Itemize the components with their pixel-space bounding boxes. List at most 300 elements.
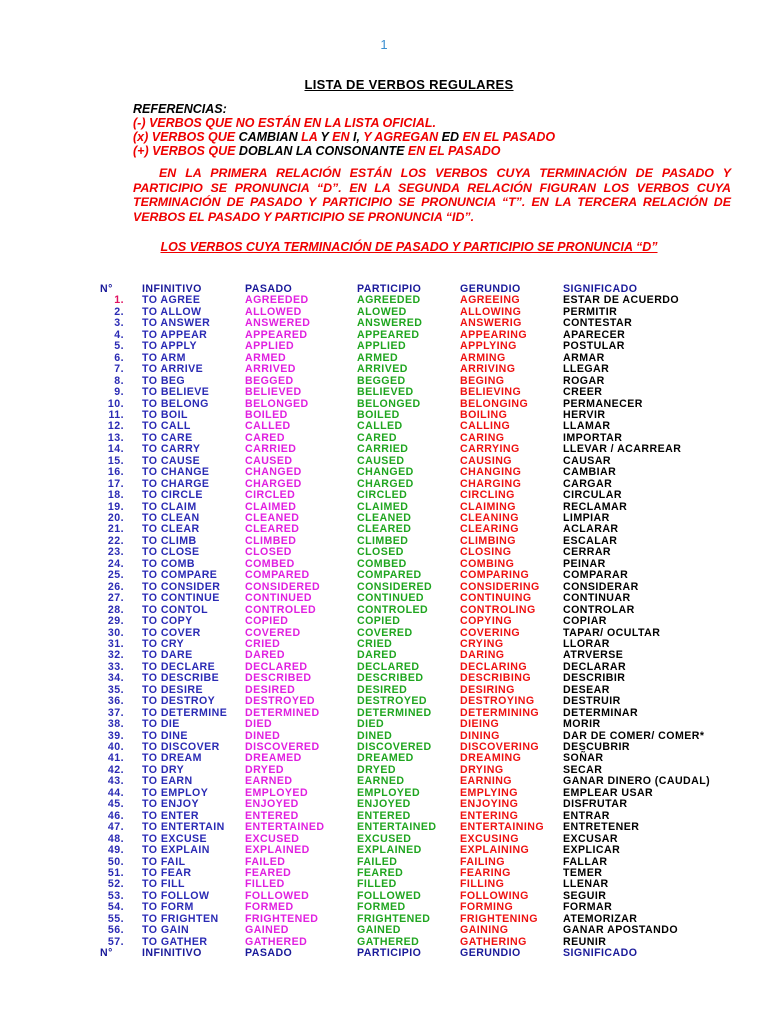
row-infinitivo: TO FOLLOW [142,889,210,902]
row-participio: CHANGED [357,466,414,479]
row-gerundio: FILLING [460,878,505,891]
row-pasado: AGREEDED [245,294,309,307]
row-pasado: ANSWERED [245,317,311,330]
row-pasado: GATHERED [245,935,308,948]
row-significado: TEMER [563,866,603,879]
row-number: 24. [107,557,124,570]
row-participio: CRIED [357,637,393,650]
table-row [0,867,768,879]
row-gerundio: ARRIVING [460,363,516,376]
table-row [0,489,768,501]
row-participio: COVERED [357,626,413,639]
row-gerundio: FORMING [460,901,514,914]
row-significado: DAR DE COMER/ COMER* [563,729,705,742]
row-participio: DREAMED [357,752,414,765]
row-gerundio: COMPARING [460,569,530,582]
row-infinitivo: TO FAIL [142,855,186,868]
row-significado: RECLAMAR [563,500,628,513]
table-row [0,627,768,639]
row-gerundio: COMBING [460,557,515,570]
row-significado: DESEAR [563,683,610,696]
row-pasado: COMPARED [245,569,310,582]
row-gerundio: EMPLYING [460,786,518,799]
row-participio: BEGGED [357,374,406,387]
row-pasado: DREAMED [245,752,302,765]
table-row [0,833,768,845]
table-row [0,878,768,890]
ref3-part-a: (+) VERBOS QUE [133,144,239,158]
row-significado: ENTRETENER [563,821,640,834]
row-infinitivo: TO EXCUSE [142,832,208,845]
row-significado: ARMAR [563,351,605,364]
row-infinitivo: TO CHARGE [142,477,210,490]
row-significado: SOÑAR [563,752,604,765]
row-gerundio: ALLOWING [460,305,522,318]
row-significado: CARGAR [563,477,613,490]
row-significado: ATEMORIZAR [563,912,638,925]
row-pasado: ARRIVED [245,363,296,376]
row-participio: COPIED [357,615,401,628]
table-row [0,352,768,364]
table-row [0,775,768,787]
row-gerundio: GATHERING [460,935,527,948]
row-pasado: DESIRED [245,683,296,696]
row-significado: EXCUSAR [563,832,618,845]
row-number: 17. [107,477,124,490]
table-row [0,317,768,329]
row-infinitivo: TO COMB [142,557,195,570]
row-infinitivo: TO DESCRIBE [142,672,220,685]
row-infinitivo: TO CLEAR [142,523,200,536]
row-gerundio: CHARGING [460,477,522,490]
row-number: 43. [107,775,124,788]
row-significado: EMPLEAR USAR [563,786,654,799]
row-number: 57. [107,935,124,948]
row-pasado: APPLIED [245,340,295,353]
row-gerundio: CLEANING [460,512,519,524]
table-row [0,443,768,455]
page-number: 1 [380,37,388,52]
row-significado: DECLARAR [563,660,627,673]
row-number: 25. [107,569,124,582]
row-number: 12. [107,420,124,433]
row-pasado: CRIED [245,637,281,650]
row-significado: REUNIR [563,935,607,948]
table-row [0,730,768,742]
row-participio: COMPARED [357,569,422,582]
row-gerundio: ARMING [460,351,506,364]
row-pasado: CLAIMED [245,500,297,513]
row-infinitivo: TO CALL [142,420,191,433]
row-infinitivo: TO CLEAN [142,512,200,524]
row-participio: FILLED [357,878,397,891]
ref2-part-h: Y AGREGAN [363,130,439,144]
row-pasado: CLOSED [245,546,292,559]
row-participio: GAINED [357,924,401,937]
row-infinitivo: TO FRIGHTEN [142,912,219,925]
row-number: 16. [107,466,124,479]
row-pasado: EXCUSED [245,832,300,845]
row-infinitivo: TO FEAR [142,866,192,879]
table-row [0,787,768,799]
row-significado: DESCUBRIR [563,741,631,753]
row-gerundio: FOLLOWING [460,889,529,902]
row-infinitivo: TO FORM [142,901,194,914]
table-row [0,523,768,535]
row-significado: APARECER [563,328,626,341]
row-pasado: DETERMINED [245,706,320,719]
row-participio: BELONGED [357,397,421,410]
table-row [0,615,768,627]
row-participio: CALLED [357,420,403,433]
table-row [0,741,768,753]
row-infinitivo: TO GATHER [142,935,208,948]
row-pasado: FOLLOWED [245,889,310,902]
row-infinitivo: TO CARRY [142,443,201,456]
table-header-bottom [0,947,768,959]
row-significado: SEGUIR [563,889,607,902]
row-gerundio: ANSWERIG [460,317,522,330]
row-number: 50. [107,855,124,868]
row-significado: LLEGAR [563,363,610,376]
row-infinitivo: TO ANSWER [142,317,211,330]
row-infinitivo: TO CONTOL [142,603,209,616]
row-infinitivo: TO COPY [142,615,193,628]
row-participio: FORMED [357,901,406,914]
row-number: 42. [107,763,124,776]
row-participio: COMBED [357,557,407,570]
row-number: 31. [107,637,124,650]
row-infinitivo: TO BELIEVE [142,386,210,399]
table-row [0,581,768,593]
row-gerundio: EXCUSING [460,832,519,845]
row-infinitivo: TO DESIRE [142,683,203,696]
row-gerundio: CRYING [460,637,504,650]
row-gerundio: CARING [460,431,505,444]
table-row [0,398,768,410]
row-pasado: FRIGHTENED [245,912,319,925]
row-number: 8. [114,374,124,387]
row-number: 28. [107,603,124,616]
row-gerundio: CAUSING [460,454,513,467]
row-number: 22. [107,534,124,547]
row-participio: CLEANED [357,512,412,524]
row-significado: FORMAR [563,901,613,914]
row-significado: LIMPIAR [563,512,610,524]
row-participio: CONSIDERED [357,580,433,593]
row-significado: ATRVERSE [563,649,624,662]
row-pasado: ENJOYED [245,798,299,811]
table-row [0,901,768,913]
row-pasado: EARNED [245,775,293,788]
header-infinitivo: INFINITIVO [142,283,202,295]
table-row [0,890,768,902]
row-pasado: CARED [245,431,285,444]
row-significado: IMPORTAR [563,431,623,444]
table-row [0,752,768,764]
row-participio: FOLLOWED [357,889,422,902]
row-significado: PERMANECER [563,397,643,410]
row-infinitivo: TO DETERMINE [142,706,228,719]
row-pasado: DRYED [245,763,284,776]
row-gerundio: DECLARING [460,660,528,673]
row-infinitivo: TO CAUSE [142,454,201,467]
row-pasado: DISCOVERED [245,741,320,753]
row-number: 46. [107,809,124,822]
row-infinitivo: TO BELONG [142,397,209,410]
row-participio: EMPLOYED [357,786,421,799]
row-number: 14. [107,443,124,456]
table-row [0,672,768,684]
row-infinitivo: TO CLOSE [142,546,200,559]
table-row [0,455,768,467]
row-number: 21. [107,523,124,536]
row-gerundio: CALLING [460,420,511,433]
row-infinitivo: TO GAIN [142,924,190,937]
row-participio: FEARED [357,866,404,879]
table-row [0,661,768,673]
table-row [0,821,768,833]
row-participio: DINED [357,729,393,742]
row-participio: DECLARED [357,660,420,673]
row-infinitivo: TO DISCOVER [142,741,220,753]
row-significado: DESTRUIR [563,695,621,708]
row-gerundio: COVERING [460,626,521,639]
table-row [0,936,768,948]
row-pasado: ENTERTAINED [245,821,325,834]
row-gerundio: CHANGING [460,466,522,479]
table-row [0,535,768,547]
table-row [0,604,768,616]
row-infinitivo: TO CARE [142,431,193,444]
row-gerundio: FEARING [460,866,511,879]
row-participio: ENTERTAINED [357,821,437,834]
row-number: 38. [107,718,124,731]
row-gerundio: DRYING [460,763,504,776]
row-infinitivo: TO FILL [142,878,185,891]
row-participio: DESIRED [357,683,408,696]
row-participio: CIRCLED [357,489,408,502]
row-gerundio: CLOSING [460,546,512,559]
row-significado: ROGAR [563,374,605,387]
row-participio: ANSWERED [357,317,423,330]
row-number: 11. [108,408,124,421]
row-pasado: CARRIED [245,443,297,456]
references [133,102,555,158]
row-pasado: COPIED [245,615,289,628]
row-pasado: BEGGED [245,374,294,387]
ref2-part-a: (x) VERBOS QUE [133,130,239,144]
row-number: 39. [107,729,124,742]
row-number: 32. [107,649,124,662]
row-pasado: CLIMBED [245,534,297,547]
references-heading: REFERENCIAS: [133,102,227,116]
table-row [0,329,768,341]
table-row [0,375,768,387]
row-gerundio: BOILING [460,408,508,421]
row-infinitivo: TO APPEAR [142,328,208,341]
row-significado: GANAR DINERO (CAUDAL) [563,775,711,788]
row-pasado: DESCRIBED [245,672,312,685]
row-gerundio: CLIMBING [460,534,516,547]
table-row [0,924,768,936]
row-infinitivo: TO CHANGE [142,466,210,479]
row-participio: CLOSED [357,546,404,559]
row-pasado: DINED [245,729,281,742]
row-gerundio: DESCRIBING [460,672,532,685]
row-number: 53. [107,889,124,902]
row-gerundio: DIEING [460,718,500,731]
row-significado: LLEVAR / ACARREAR [563,443,682,456]
table-row [0,592,768,604]
row-significado: GANAR APOSTANDO [563,924,679,937]
row-participio: CLIMBED [357,534,409,547]
ref2-part-c: LA [297,130,321,144]
row-pasado: DESTROYED [245,695,315,708]
row-participio: GATHERED [357,935,420,948]
row-participio: DIED [357,718,385,731]
row-participio: EXPLAINED [357,844,422,857]
row-pasado: GAINED [245,924,289,937]
row-significado: ESTAR DE ACUERDO [563,294,680,307]
row-number: 6. [114,351,124,364]
row-pasado: CHANGED [245,466,302,479]
table-row [0,478,768,490]
row-participio: CARED [357,431,397,444]
row-number: 9. [114,386,124,399]
table-header-top [0,283,768,295]
row-participio: DESTROYED [357,695,427,708]
table-row [0,913,768,925]
row-participio: AGREEDED [357,294,421,307]
header-pasado: PASADO [245,283,293,295]
row-participio: EARNED [357,775,405,788]
table-row [0,707,768,719]
row-infinitivo: TO EMPLOY [142,786,209,799]
row-gerundio: DESIRING [460,683,515,696]
row-number: 10. [107,397,124,410]
row-infinitivo: TO COVER [142,626,201,639]
row-participio: CHARGED [357,477,414,490]
row-number: 4. [114,328,124,341]
row-infinitivo: TO CIRCLE [142,489,203,502]
table-row [0,306,768,318]
table-row [0,649,768,661]
table-row [0,546,768,558]
footer-participio: PARTICIPIO [357,947,422,960]
row-infinitivo: TO EXPLAIN [142,844,210,857]
row-number: 41. [107,752,124,765]
row-pasado: EMPLOYED [245,786,309,799]
row-gerundio: BELONGING [460,397,529,410]
table-row [0,512,768,524]
row-number: 37. [107,706,124,719]
row-significado: DISFRUTAR [563,798,628,811]
row-number: 33. [107,660,124,673]
row-infinitivo: TO DECLARE [142,660,216,673]
row-participio: ENJOYED [357,798,411,811]
table-row [0,798,768,810]
row-pasado: BOILED [245,408,288,421]
row-number: 30. [107,626,124,639]
row-significado: EXPLICAR [563,844,621,857]
row-participio: ALOWED [357,305,407,318]
row-participio: EXCUSED [357,832,412,845]
ref2-part-j: EN EL PASADO [462,130,556,144]
row-pasado: DARED [245,649,285,662]
row-number: 19. [107,500,124,513]
row-number: 47. [107,821,124,834]
row-gerundio: APPEARING [460,328,528,341]
row-participio: DESCRIBED [357,672,424,685]
row-pasado: ENTERED [245,809,299,822]
row-pasado: DECLARED [245,660,308,673]
row-participio: BELIEVED [357,386,414,399]
row-pasado: CHARGED [245,477,302,490]
row-infinitivo: TO AGREE [142,294,201,307]
row-participio: DETERMINED [357,706,432,719]
table-row [0,501,768,513]
row-number: 44. [107,786,124,799]
table-row [0,718,768,730]
table-row [0,844,768,856]
row-gerundio: EARNING [460,775,513,788]
row-gerundio: CLAIMING [460,500,516,513]
reference-line-3 [133,144,555,158]
header-participio: PARTICIPIO [357,283,422,295]
row-pasado: FEARED [245,866,292,879]
row-significado: LLAMAR [563,420,611,433]
row-significado: LLENAR [563,878,609,891]
row-number: 36. [107,695,124,708]
row-pasado: CONTINUED [245,592,313,605]
row-infinitivo: TO APPLY [142,340,198,353]
table-row [0,764,768,776]
row-participio: DRYED [357,763,396,776]
row-gerundio: BEGING [460,374,505,387]
row-number: 2. [114,305,124,318]
row-significado: CONSIDERAR [563,580,639,593]
row-gerundio: DISCOVERING [460,741,540,753]
row-pasado: ARMED [245,351,287,364]
row-number: 54. [107,901,124,914]
row-pasado: CONSIDERED [245,580,321,593]
ref3-part-b: DOBLAN LA CONSONANTE [238,144,405,158]
row-significado: SECAR [563,763,603,776]
row-significado: COPIAR [563,615,607,628]
row-participio: CLAIMED [357,500,409,513]
row-gerundio: DREAMING [460,752,522,765]
row-pasado: FILLED [245,878,285,891]
row-number: 1. [114,294,124,307]
row-pasado: COMBED [245,557,295,570]
row-gerundio: CLEARING [460,523,519,536]
row-significado: MORIR [563,718,601,731]
row-gerundio: CONTROLING [460,603,536,616]
row-participio: ARMED [357,351,399,364]
row-infinitivo: TO CLIMB [142,534,197,547]
row-gerundio: CONSIDERING [460,580,540,593]
row-significado: DESCRIBIR [563,672,626,685]
row-participio: CAUSED [357,454,405,467]
row-infinitivo: TO DARE [142,649,193,662]
row-number: 34. [107,672,124,685]
row-pasado: COVERED [245,626,301,639]
footer-pasado: PASADO [245,947,293,960]
row-gerundio: DINING [460,729,500,742]
row-infinitivo: TO DREAM [142,752,202,765]
row-significado: ESCALAR [563,534,618,547]
